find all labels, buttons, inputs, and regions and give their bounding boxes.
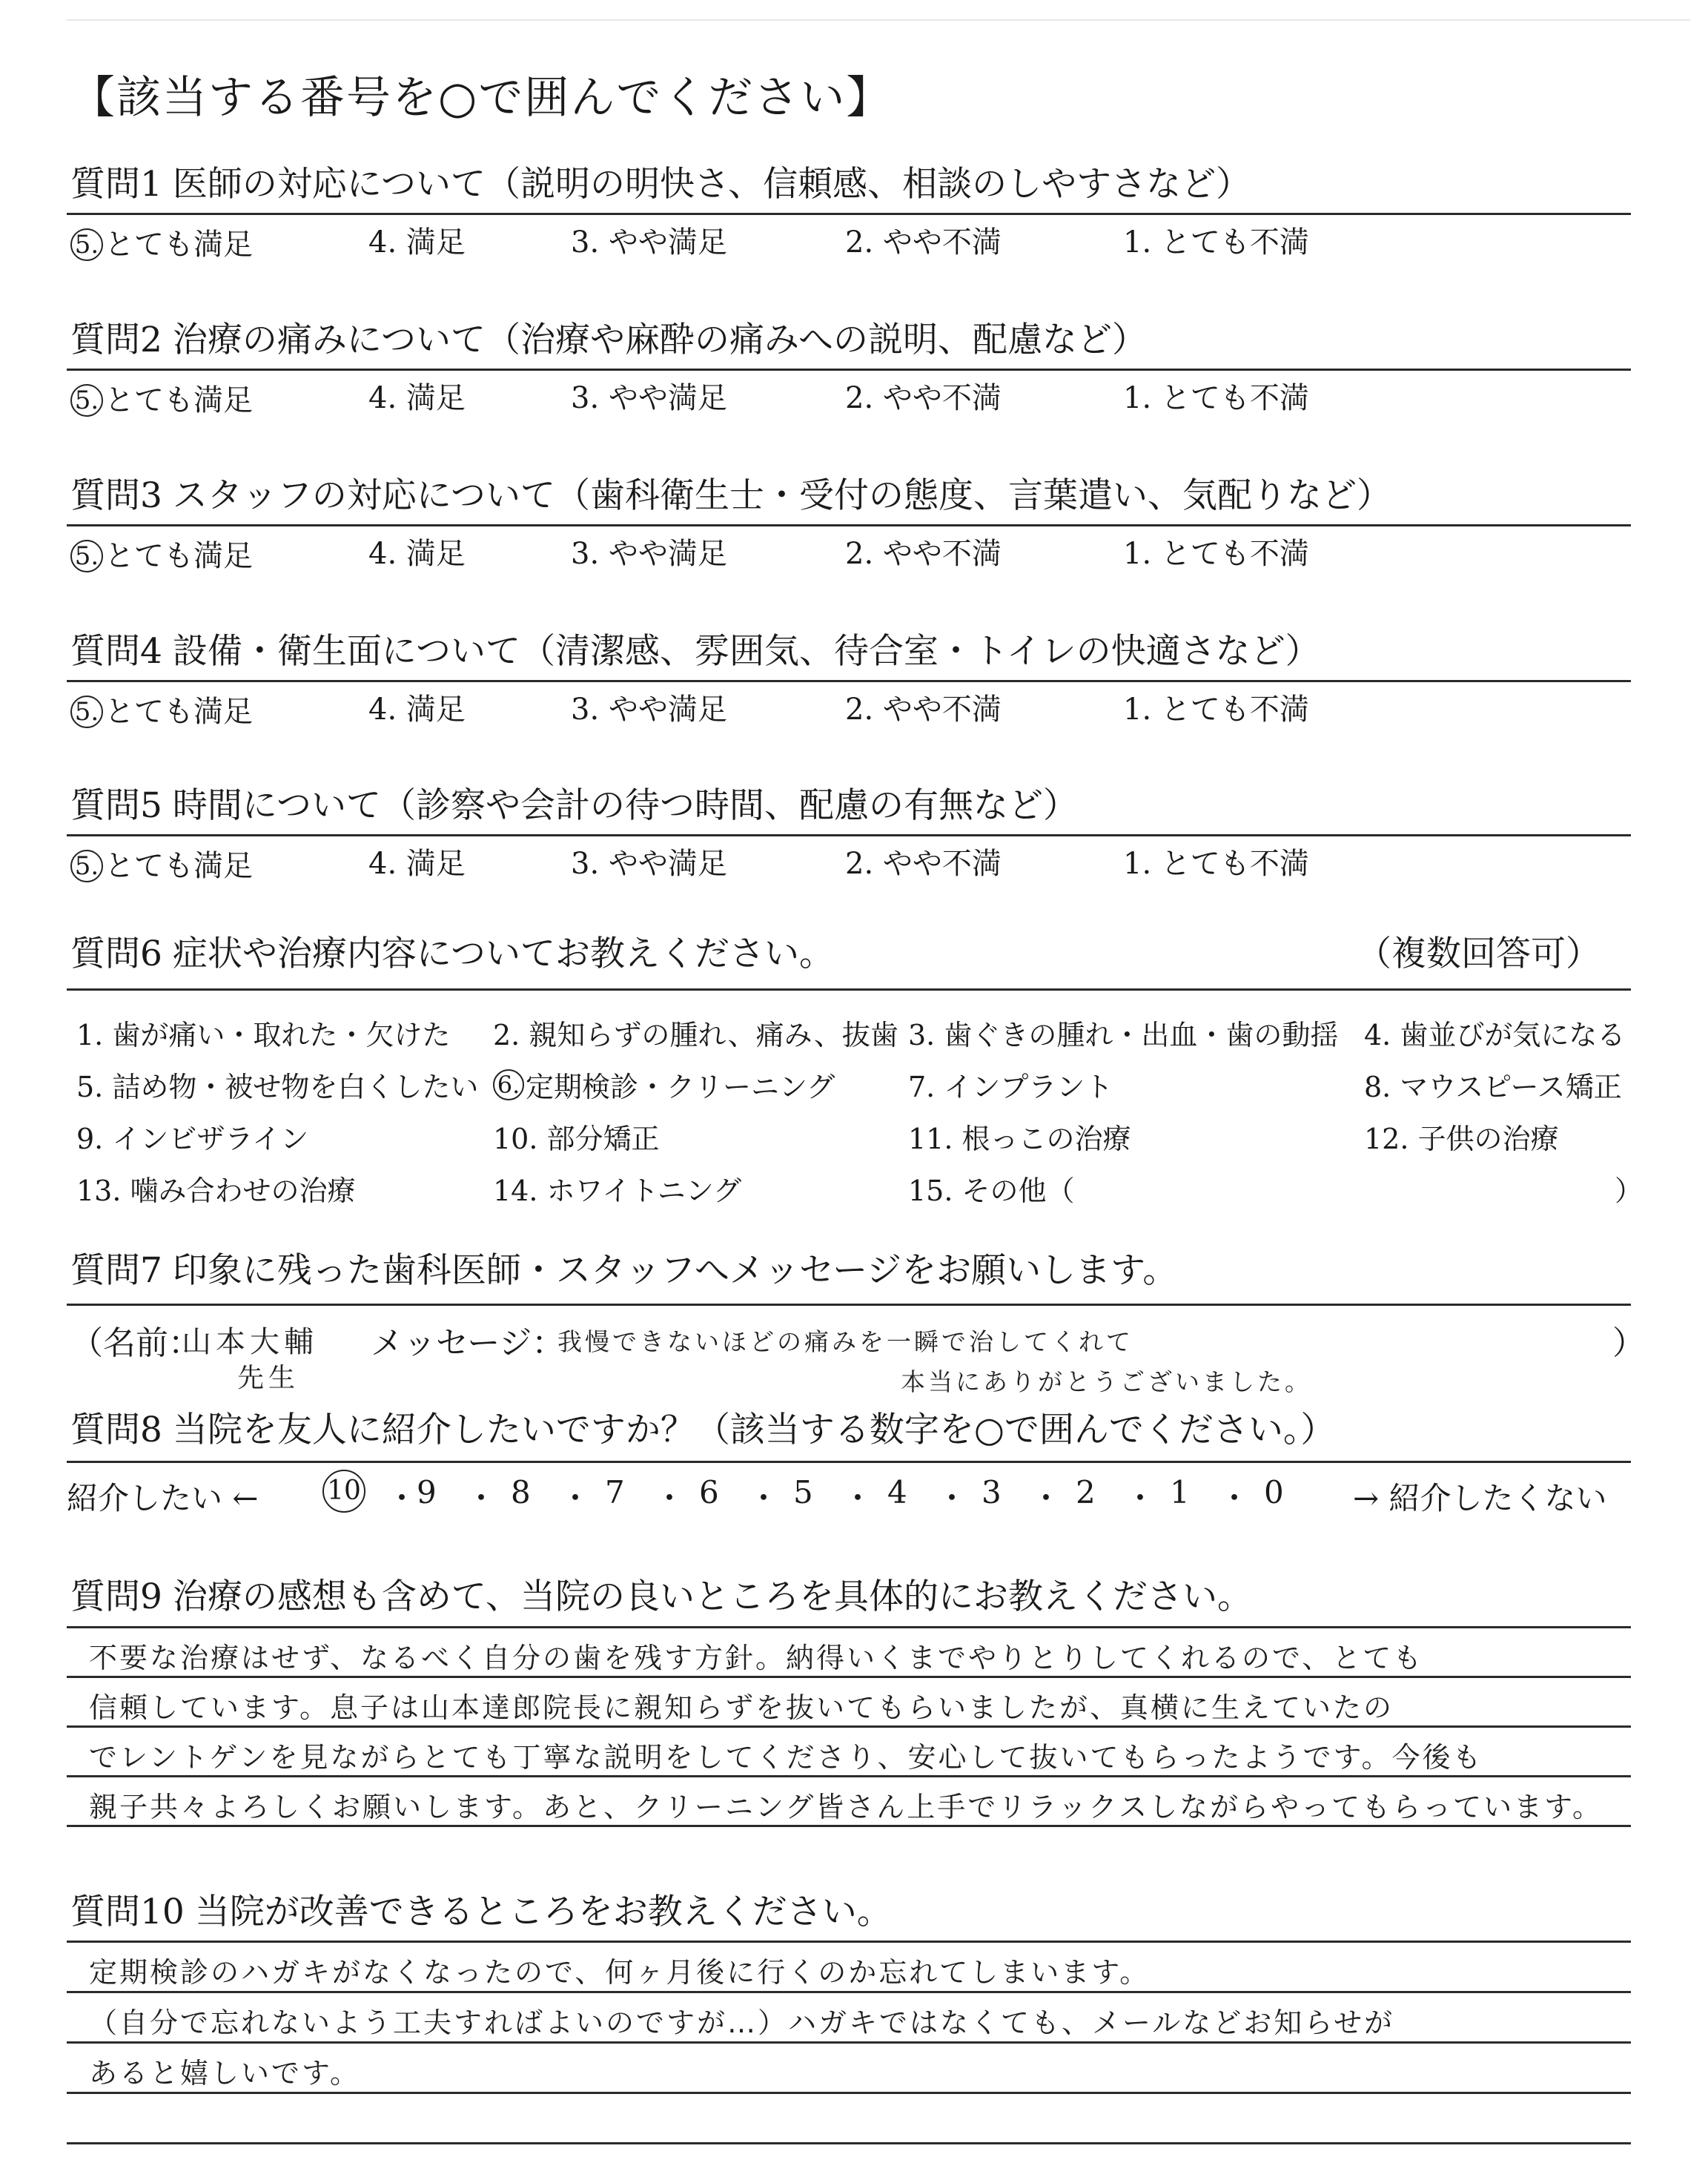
message-line-2: 本当にありがとうございました。 <box>901 1367 1312 1396</box>
symptom-option[interactable]: 15. その他（ <box>908 1175 1075 1207</box>
question-text: 時間について（診察や会計の待つ時間、配慮の有無など） <box>172 785 1078 826</box>
question-text: 当院が改善できるところをお教えください。 <box>194 1892 892 1932</box>
rating-option-selected[interactable] <box>70 695 253 728</box>
question-2-rule <box>67 369 1631 371</box>
question-6-rule <box>67 988 1631 991</box>
question-6 <box>70 934 1631 974</box>
scale-separator: ・ <box>748 1480 780 1516</box>
instruction-heading: 【該当する番号を○で囲んでください】 <box>70 72 893 124</box>
scale-separator: ・ <box>1219 1480 1251 1516</box>
symptom-option-label: 定期検診・クリーニング <box>526 1071 835 1103</box>
message-label: メッセージ： <box>371 1324 565 1362</box>
rating-option-selected[interactable] <box>70 849 253 882</box>
question-8 <box>70 1410 1631 1450</box>
rating-option-selected[interactable] <box>70 228 253 261</box>
scale-left-label: 紹介したい ← <box>67 1480 259 1516</box>
recommend-scale <box>67 1474 1631 1519</box>
symptom-option[interactable]: 11. 根っこの治療 <box>908 1123 1131 1155</box>
multiple-answers-note: （複数回答可） <box>1357 934 1601 974</box>
question-4-rule <box>67 680 1631 682</box>
answer-rule <box>67 1941 1631 1943</box>
rating-option[interactable]: 2. やや不満 <box>845 537 1002 571</box>
scale-value[interactable]: 5 <box>793 1474 813 1510</box>
scale-value[interactable]: 6 <box>699 1474 719 1510</box>
scale-value[interactable]: 3 <box>982 1474 1002 1510</box>
rating-option[interactable]: 2. やや不満 <box>845 693 1002 727</box>
answer-rule <box>67 2092 1631 2094</box>
question-number: 質問1 <box>70 164 162 205</box>
rating-option-selected[interactable] <box>70 383 253 417</box>
symptom-option[interactable]: 8. マウスピース矯正 <box>1364 1071 1622 1103</box>
rating-option-label: とても満足 <box>105 539 253 573</box>
rating-options <box>0 383 1631 420</box>
rating-option[interactable]: 1. とても不満 <box>1123 537 1309 571</box>
symptom-option[interactable]: 13. 噛み合わせの治療 <box>76 1175 356 1207</box>
good-points-line: 不要な治療はせず、なるべく自分の歯を残す方針。納得いくまでやりとりしてくれるので、とても <box>89 1642 1424 1674</box>
rating-option-selected[interactable] <box>70 539 253 572</box>
symptom-option[interactable]: 14. ホワイトニング <box>493 1175 742 1207</box>
rating-option[interactable]: 3. やや満足 <box>571 847 727 881</box>
rating-options <box>0 849 1631 886</box>
selection-circle: 6. <box>493 1069 524 1100</box>
question-7 <box>70 1250 1631 1291</box>
rating-options <box>0 695 1631 732</box>
doctor-title: 先生 <box>237 1363 300 1393</box>
symptom-option[interactable]: 7. インプラント <box>908 1071 1113 1103</box>
rating-option[interactable]: 1. とても不満 <box>1123 225 1309 260</box>
question-text: 症状や治療内容についてお教えください。 <box>172 934 834 974</box>
scale-value[interactable]: 1 <box>1170 1474 1190 1510</box>
question-10 <box>70 1892 1631 1932</box>
rating-option-label: とても満足 <box>105 695 253 729</box>
rating-options <box>0 225 1631 265</box>
scale-value[interactable]: 9 <box>417 1474 437 1510</box>
question-7-rule <box>67 1304 1631 1306</box>
rating-option[interactable]: 4. 満足 <box>368 537 466 571</box>
rating-option[interactable]: 1. とても不満 <box>1123 693 1309 727</box>
question-number: 質問6 <box>70 934 162 974</box>
rating-option[interactable]: 1. とても不満 <box>1123 847 1309 881</box>
question-text: 設備・衛生面について（清潔感、雰囲気、待合室・トイレの快適さなど） <box>172 631 1320 672</box>
question-3 <box>70 475 1631 516</box>
rating-option[interactable]: 4. 満足 <box>368 693 466 727</box>
symptom-option[interactable]: 5. 詰め物・被せ物を白くしたい <box>76 1071 479 1103</box>
rating-options <box>0 539 1631 576</box>
answer-rule <box>67 2142 1631 2144</box>
answer-rule <box>67 1825 1631 1827</box>
rating-option[interactable]: 3. やや満足 <box>571 693 727 727</box>
symptom-option[interactable]: 9. インビザライン <box>76 1123 309 1155</box>
doctor-name: 山本大輔 <box>182 1325 318 1359</box>
question-number: 質問7 <box>70 1250 162 1291</box>
question-5-rule <box>67 834 1631 836</box>
other-close-paren: ） <box>1615 1175 1644 1207</box>
good-points-line: 親子共々よろしくお願いします。あと、クリーニング皆さん上手でリラックスしながらやってもらっています。 <box>89 1791 1603 1823</box>
answer-rule <box>67 1626 1631 1628</box>
question-5 <box>70 785 1631 826</box>
question-text: 医師の対応について（説明の明快さ、信頼感、相談のしやすさなど） <box>172 164 1251 205</box>
good-points-line: でレントゲンを見ながらとても丁寧な説明をしてくださり、安心して抜いてもらったようです。今後も <box>89 1741 1483 1774</box>
symptom-option[interactable]: 1. 歯が痛い・取れた・欠けた <box>76 1019 451 1051</box>
scale-value[interactable]: 4 <box>887 1474 907 1510</box>
question-text: 当院を友人に紹介したいですか？（該当する数字を○で囲んでください。） <box>172 1410 1336 1450</box>
symptom-option[interactable]: 4. 歯並びが気になる <box>1364 1019 1626 1051</box>
scale-value-selected[interactable]: 10 <box>322 1470 365 1513</box>
question-4 <box>70 631 1631 672</box>
question-number: 質問4 <box>70 631 162 672</box>
question-text: 印象に残った歯科医師・スタッフへメッセージをお願いします。 <box>172 1250 1178 1291</box>
scale-separator: ・ <box>466 1480 497 1516</box>
scale-separator: ・ <box>936 1480 968 1516</box>
selection-circle: 5. <box>70 850 103 882</box>
rating-option[interactable]: 3. やや満足 <box>571 225 727 260</box>
answer-rule <box>67 2041 1631 2044</box>
selection-circle: 5. <box>70 540 103 572</box>
question-text: 治療の感想も含めて、当院の良いところを具体的にお教えください。 <box>172 1576 1252 1617</box>
symptom-option[interactable]: 10. 部分矯正 <box>493 1123 660 1155</box>
symptom-option-selected[interactable] <box>493 1064 835 1105</box>
question-3-rule <box>67 524 1631 526</box>
scale-separator: ・ <box>386 1480 418 1516</box>
question-number: 質問8 <box>70 1410 162 1450</box>
rating-option[interactable]: 2. やや不満 <box>845 225 1002 260</box>
selection-circle: 5. <box>70 696 103 728</box>
scale-value[interactable]: 8 <box>511 1474 531 1510</box>
rating-option[interactable]: 4. 満足 <box>368 381 466 415</box>
symptom-option[interactable]: 12. 子供の治療 <box>1364 1123 1559 1155</box>
scale-value[interactable]: 0 <box>1264 1474 1284 1510</box>
question-6-title <box>70 934 834 974</box>
improvement-line: あると嬉しいです。 <box>89 2057 360 2090</box>
rating-option[interactable]: 2. やや不満 <box>845 381 1002 415</box>
question-number: 質問5 <box>70 785 162 826</box>
rating-option[interactable]: 2. やや不満 <box>845 847 1002 881</box>
question-text: 治療の痛みについて（治療や麻酔の痛みへの説明、配慮など） <box>172 320 1148 360</box>
rating-option[interactable]: 3. やや満足 <box>571 381 727 415</box>
rating-option[interactable]: 3. やや満足 <box>571 537 727 571</box>
improvement-line: （自分で忘れないよう工夫すればよいのですが…）ハガキではなくても、メールなどお知らせが <box>89 2007 1395 2039</box>
scale-value[interactable]: 7 <box>605 1474 625 1510</box>
question-2 <box>70 320 1631 360</box>
rating-option-label: とても満足 <box>105 849 253 883</box>
question-number: 質問3 <box>70 475 162 516</box>
good-points-line: 信頼しています。息子は山本達郎院長に親知らずを抜いてもらいましたが、真横に生えていたの <box>89 1691 1394 1724</box>
rating-option[interactable]: 1. とても不満 <box>1123 381 1309 415</box>
message-line-1: 我慢できないほどの痛みを一瞬で治してくれて <box>557 1327 1133 1356</box>
scale-separator: ・ <box>1030 1480 1062 1516</box>
question-9 <box>70 1576 1631 1617</box>
question-1-rule <box>67 213 1631 215</box>
question-text: スタッフの対応について（歯科衛生士・受付の態度、言葉遣い、気配りなど） <box>172 475 1391 516</box>
scan-edge <box>67 19 1690 21</box>
selection-circle: 5. <box>70 384 103 417</box>
improvement-line: 定期検診のハガキがなくなったので、何ヶ月後に行くのか忘れてしまいます。 <box>89 1956 1151 1989</box>
selection-circle: 5. <box>70 228 103 261</box>
scale-separator: ・ <box>654 1480 686 1516</box>
scale-separator: ・ <box>842 1480 874 1516</box>
question-1 <box>70 164 1631 205</box>
answer-rule <box>67 1991 1631 1993</box>
question-number: 質問2 <box>70 320 162 360</box>
symptom-option[interactable]: 2. 親知らずの腫れ、痛み、抜歯 <box>493 1019 898 1051</box>
symptom-option[interactable]: 3. 歯ぐきの腫れ・出血・歯の動揺 <box>908 1019 1339 1051</box>
rating-option[interactable]: 4. 満足 <box>368 225 466 260</box>
rating-option[interactable]: 4. 満足 <box>368 847 466 881</box>
scale-value[interactable]: 2 <box>1076 1474 1096 1510</box>
close-paren: ） <box>1612 1324 1645 1362</box>
question-8-rule <box>67 1461 1631 1463</box>
rating-option-label: とても満足 <box>105 383 253 417</box>
name-label: （名前： <box>70 1324 201 1362</box>
answer-rule <box>67 1676 1631 1678</box>
question-number: 質問10 <box>70 1892 185 1932</box>
answer-rule <box>67 1725 1631 1728</box>
scale-separator: ・ <box>1125 1480 1156 1516</box>
question-number: 質問9 <box>70 1576 162 1617</box>
rating-option-label: とても満足 <box>105 228 253 262</box>
answer-rule <box>67 1775 1631 1777</box>
scale-right-label: → 紹介したくない <box>1353 1480 1607 1516</box>
scale-separator: ・ <box>560 1480 592 1516</box>
